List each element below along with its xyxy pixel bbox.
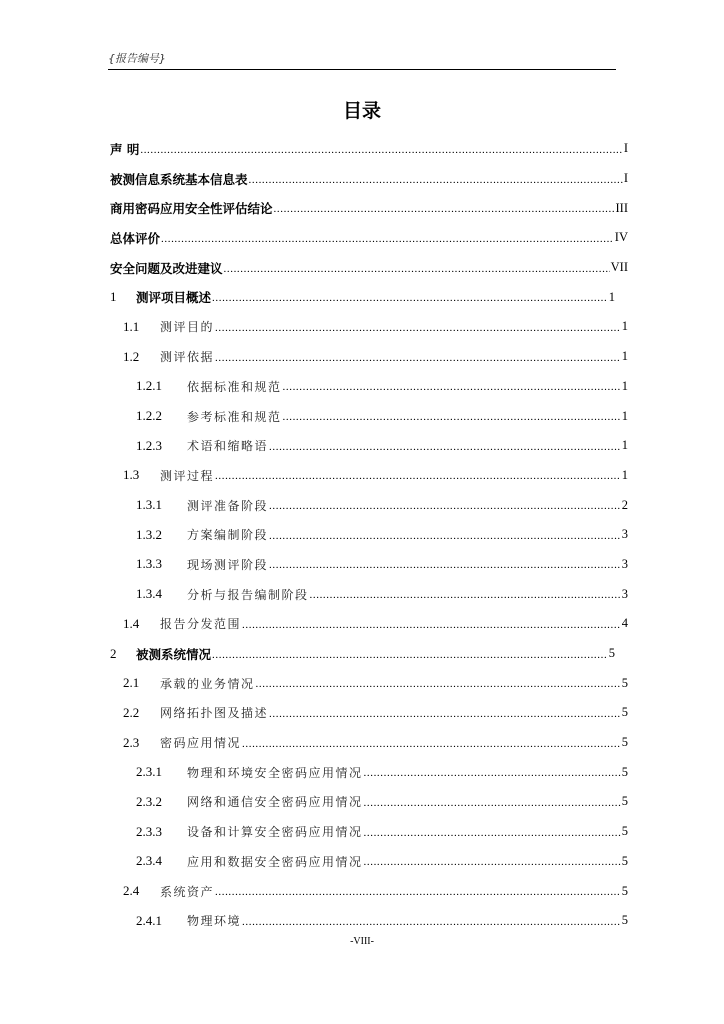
toc-entry-number: 2.1 (123, 675, 140, 691)
report-number-header: {报告编号} (108, 52, 166, 65)
toc-entry-number: 1.2.3 (136, 437, 162, 453)
toc-entry-label: 现场测评阶段 (187, 557, 269, 572)
toc-entry-label: 测评准备阶段 (187, 498, 269, 513)
toc-entry[interactable] (110, 520, 628, 550)
toc-dot-leader (364, 825, 621, 839)
toc-entry-label: 物理环境 (187, 914, 242, 929)
toc-entry-label: 参考标准和规范 (187, 409, 282, 424)
toc-entry[interactable] (110, 401, 628, 431)
toc-entry[interactable] (110, 490, 628, 520)
toc-dot-leader (269, 557, 621, 571)
toc-entry-number: 2.3.2 (136, 793, 162, 809)
toc-entry-label: 分析与报告编制阶段 (187, 587, 309, 602)
toc-dot-leader (310, 587, 621, 601)
toc-entry[interactable] (110, 193, 628, 223)
toc-entry[interactable] (110, 876, 628, 906)
toc-entry[interactable] (110, 253, 628, 283)
toc-entry-number: 1.3.3 (136, 556, 162, 572)
toc-entry-label: 测评目的 (160, 320, 215, 335)
toc-entry-number: 2.4 (123, 883, 140, 899)
toc-dot-leader (364, 765, 621, 779)
toc-dot-leader (215, 468, 621, 482)
toc-entry-page: 5 (621, 764, 628, 779)
toc-entry-number: 2 (110, 645, 117, 661)
toc-dot-leader (269, 439, 621, 453)
toc-entry-label: 应用和数据安全密码应用情况 (187, 854, 363, 869)
toc-entry[interactable] (110, 906, 628, 936)
toc-entry[interactable] (110, 698, 628, 728)
toc-entry[interactable] (110, 342, 628, 372)
toc-entry-page: 1 (621, 438, 628, 453)
toc-entry-label: 测评过程 (160, 468, 215, 483)
toc-entry-label: 系统资产 (160, 884, 215, 899)
toc-entry-label: 被测信息系统基本信息表 (110, 171, 248, 187)
toc-entry[interactable] (110, 164, 628, 194)
toc-entry-number: 1.4 (123, 615, 140, 631)
toc-dot-leader (256, 676, 621, 690)
page-number-footer: -VIII- (350, 936, 374, 947)
toc-entry-page: 1 (621, 408, 628, 423)
toc-entry-page: 5 (608, 646, 615, 661)
toc-dot-leader (161, 231, 614, 245)
toc-entry-number: 1.3.1 (136, 497, 162, 513)
table-of-contents (110, 134, 628, 936)
toc-entry-number: 1 (110, 289, 117, 305)
toc-entry[interactable] (110, 134, 628, 164)
toc-entry-label: 安全问题及改进建议 (110, 260, 223, 276)
page-title: 目录 (342, 100, 381, 122)
toc-entry-label: 物理和环境安全密码应用情况 (187, 765, 363, 780)
toc-entry[interactable] (110, 372, 628, 402)
toc-entry[interactable] (110, 668, 628, 698)
toc-entry-number: 2.3 (123, 734, 140, 750)
toc-entry-label: 方案编制阶段 (187, 528, 269, 543)
toc-entry-label: 测评依据 (160, 350, 215, 365)
toc-entry[interactable] (110, 223, 628, 253)
toc-entry-number: 1.3 (123, 467, 140, 483)
toc-entry[interactable] (110, 312, 628, 342)
toc-entry-label: 测评项目概述 (136, 290, 212, 306)
toc-entry[interactable] (110, 817, 628, 847)
toc-entry-page: 1 (621, 378, 628, 393)
toc-entry-number: 1.2.1 (136, 378, 162, 394)
toc-entry[interactable] (110, 282, 615, 312)
toc-entry-page: 1 (621, 319, 628, 334)
toc-dot-leader (283, 409, 621, 423)
toc-entry-label: 被测系统情况 (136, 646, 212, 662)
toc-entry-page: 3 (621, 527, 628, 542)
toc-dot-leader (215, 320, 621, 334)
toc-entry-page: 5 (621, 853, 628, 868)
toc-entry-page: 5 (621, 735, 628, 750)
toc-entry[interactable] (110, 609, 628, 639)
toc-entry-label: 网络拓扑图及描述 (160, 706, 269, 721)
toc-dot-leader (242, 736, 621, 750)
toc-dot-leader (224, 261, 610, 275)
toc-entry-page: 3 (621, 586, 628, 601)
toc-entry-number: 2.3.3 (136, 823, 162, 839)
toc-entry-page: IV (614, 230, 628, 245)
toc-dot-leader (140, 142, 622, 156)
toc-dot-leader (215, 350, 621, 364)
toc-entry-page: I (623, 141, 628, 156)
toc-entry-page: 5 (621, 794, 628, 809)
toc-entry[interactable] (110, 431, 628, 461)
toc-entry-page: III (615, 200, 628, 215)
toc-entry-page: 5 (621, 705, 628, 720)
toc-dot-leader (242, 617, 621, 631)
toc-entry-label: 设备和计算安全密码应用情况 (187, 825, 363, 840)
toc-entry[interactable] (110, 550, 628, 580)
toc-dot-leader (269, 528, 621, 542)
toc-entry-page: I (623, 171, 628, 186)
toc-entry-number: 1.3.4 (136, 586, 162, 602)
toc-dot-leader (364, 854, 621, 868)
toc-entry-page: VII (610, 260, 628, 275)
toc-entry-number: 2.3.4 (136, 853, 162, 869)
toc-entry-number: 1.3.2 (136, 526, 162, 542)
toc-entry-page: 1 (621, 349, 628, 364)
toc-dot-leader (269, 498, 621, 512)
toc-entry-label: 依据标准和规范 (187, 379, 282, 394)
toc-dot-leader (364, 795, 621, 809)
toc-dot-leader (274, 201, 615, 215)
toc-entry-page: 2 (621, 497, 628, 512)
toc-entry-label: 报告分发范围 (160, 617, 242, 632)
toc-entry[interactable] (110, 787, 628, 817)
toc-entry-page: 1 (621, 467, 628, 482)
toc-entry-number: 1.1 (123, 318, 140, 334)
toc-entry-page: 5 (621, 824, 628, 839)
toc-dot-leader (242, 914, 621, 928)
toc-entry-label: 术语和缩略语 (187, 439, 269, 454)
toc-entry[interactable] (110, 728, 628, 758)
toc-entry-label: 总体评价 (110, 230, 161, 246)
toc-entry-page: 5 (621, 675, 628, 690)
toc-dot-leader (212, 647, 608, 661)
toc-entry[interactable] (110, 579, 628, 609)
toc-entry-page: 4 (621, 616, 628, 631)
toc-entry-page: 3 (621, 556, 628, 571)
toc-entry-page: 5 (621, 913, 628, 928)
toc-entry-label: 承载的业务情况 (160, 676, 255, 691)
toc-entry-label: 声 明 (110, 141, 140, 157)
header-divider (108, 69, 616, 70)
toc-entry[interactable] (110, 757, 628, 787)
toc-dot-leader (269, 706, 621, 720)
toc-dot-leader (215, 884, 621, 898)
toc-entry[interactable] (110, 461, 628, 491)
toc-entry-page: 5 (621, 883, 628, 898)
toc-entry[interactable] (110, 639, 615, 669)
toc-dot-leader (283, 379, 621, 393)
toc-entry-label: 商用密码应用安全性评估结论 (110, 201, 273, 217)
toc-entry-number: 2.4.1 (136, 912, 162, 928)
toc-entry-number: 2.3.1 (136, 764, 162, 780)
toc-entry-number: 2.2 (123, 704, 140, 720)
toc-dot-leader (212, 290, 608, 304)
toc-dot-leader (249, 172, 623, 186)
toc-entry[interactable] (110, 847, 628, 877)
toc-entry-label: 密码应用情况 (160, 736, 242, 751)
toc-entry-label: 网络和通信安全密码应用情况 (187, 795, 363, 810)
toc-entry-number: 1.2 (123, 348, 140, 364)
toc-entry-page: 1 (608, 289, 615, 304)
toc-entry-number: 1.2.2 (136, 408, 162, 424)
